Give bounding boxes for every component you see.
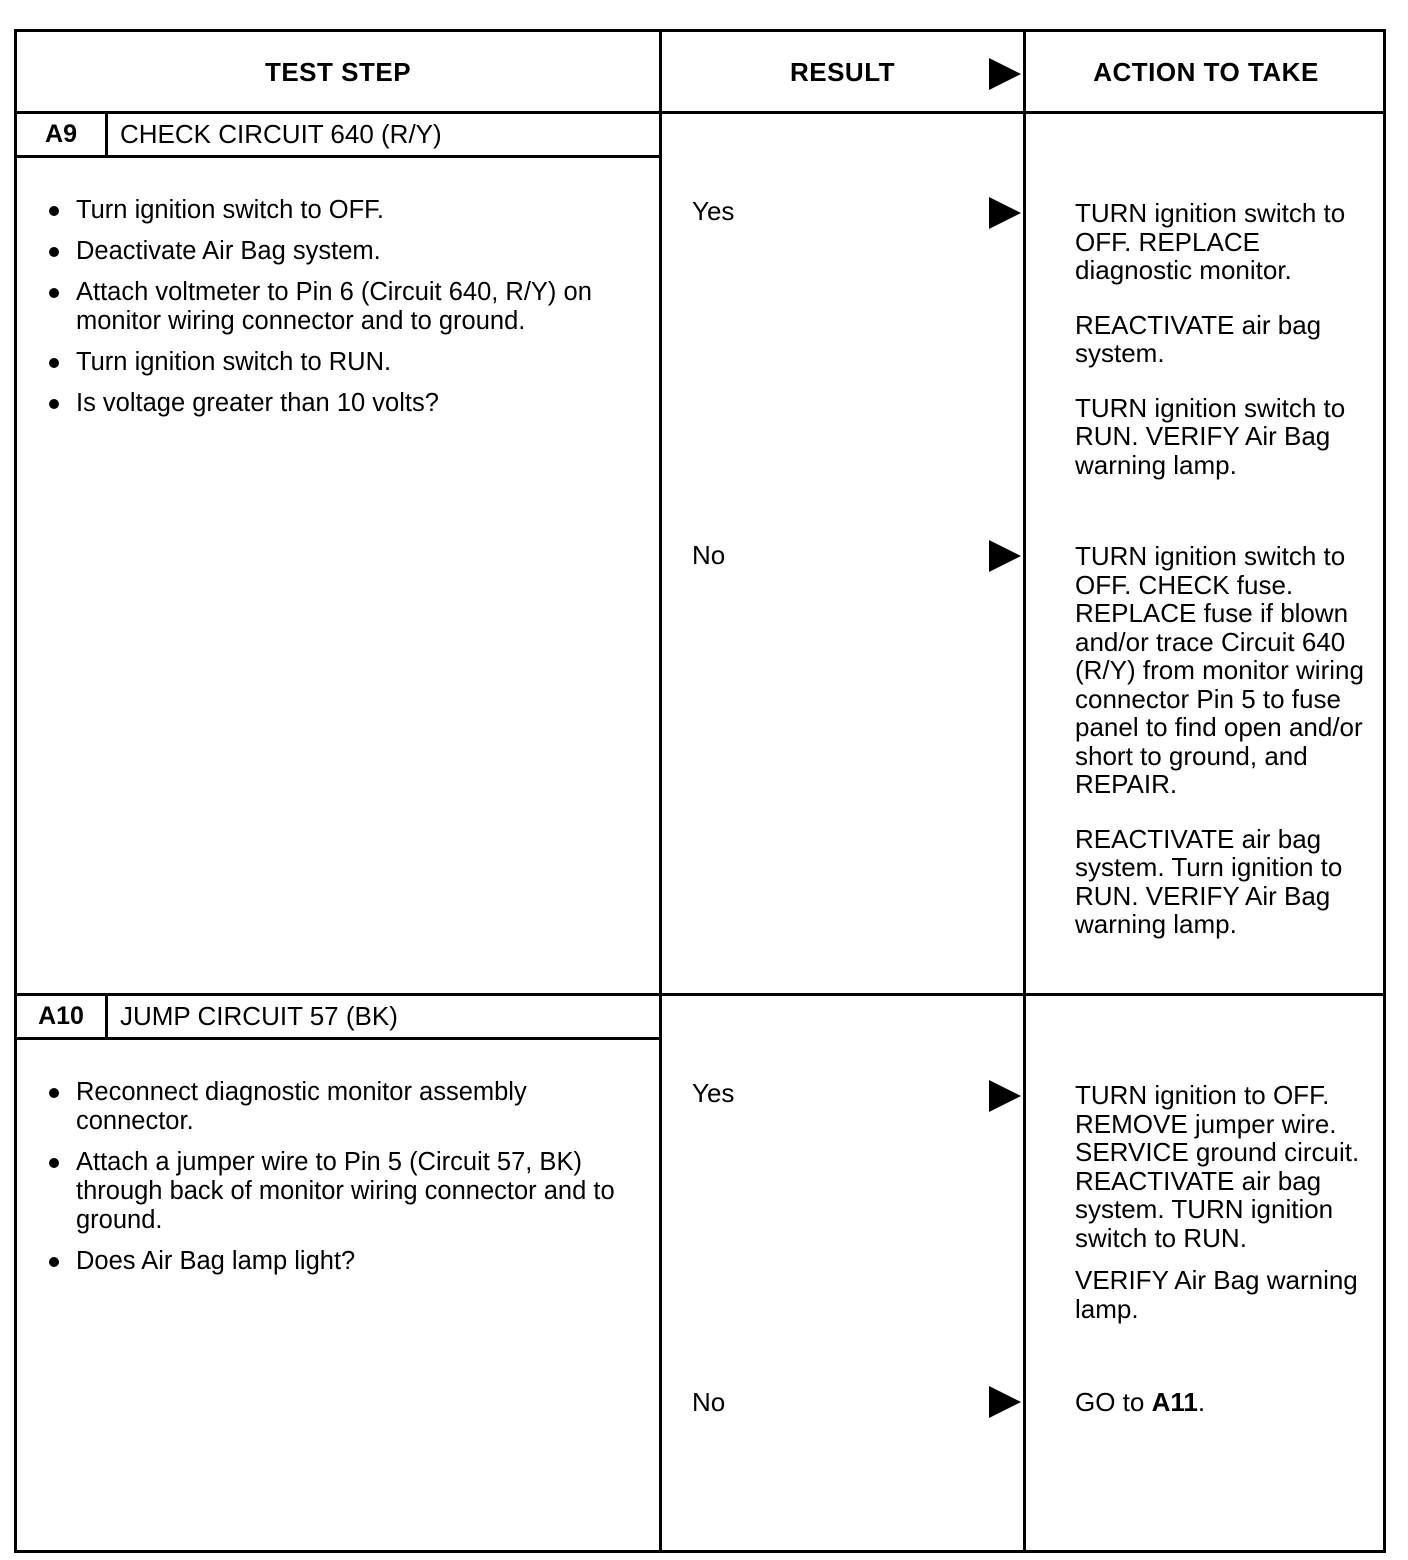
result-arrow-icon [989, 1080, 1021, 1112]
bullet-icon [49, 247, 59, 257]
result-arrow-icon [989, 540, 1021, 572]
step-header-a9 [17, 114, 659, 158]
action-text: TURN ignition to OFF. REMOVE jumper wire. SERVICE ground circuit. REACTIVATE air bag system. TURN ignition switch to RUN. [1075, 1080, 1360, 1253]
header-action-label: ACTION TO TAKE [1093, 56, 1319, 87]
action-text: TURN ignition switch to OFF. CHECK fuse. REPLACE fuse if blown and/or trace Circuit 640 (R/Y) from monitor wiring connector Pin 5 to fuse panel to find open and/or short to ground, and REPAIR. [1075, 541, 1364, 799]
step-a9-instructions [45, 196, 645, 430]
instruction-item: Turn ignition switch to RUN. [45, 348, 645, 377]
header-action [1026, 32, 1386, 112]
column-divider [659, 32, 662, 1550]
header-result-label: RESULT [789, 56, 896, 87]
step-title: JUMP CIRCUIT 57 (BK) [120, 1001, 398, 1031]
bullet-icon [49, 358, 59, 368]
header-test-step-label: TEST STEP [264, 56, 412, 87]
action-a10-no [1075, 1388, 1375, 1417]
step-id: A9 [17, 114, 108, 155]
action-a9-yes [1075, 199, 1375, 505]
result-no: No [692, 1387, 726, 1417]
header-arrow-icon [989, 58, 1021, 90]
action-text: GO to [1075, 1387, 1152, 1417]
instruction-item: Reconnect diagnostic monitor assembly connector. [45, 1078, 645, 1136]
action-text: REACTIVATE air bag system. [1075, 309, 1322, 368]
step-header-a10 [17, 996, 659, 1040]
result-yes: Yes [692, 1078, 735, 1108]
bullet-icon [49, 1257, 59, 1267]
column-divider [1023, 32, 1026, 1550]
instruction-item: Does Air Bag lamp light? [45, 1247, 645, 1276]
bullet-icon [49, 1158, 59, 1168]
step-a10-instructions [45, 1078, 645, 1288]
instruction-item: Attach a jumper wire to Pin 5 (Circuit 57, BK) through back of monitor wiring connector and to ground. [45, 1148, 645, 1235]
result-arrow-icon [989, 197, 1021, 229]
instruction-item: Deactivate Air Bag system. [45, 237, 645, 266]
action-text: . [1197, 1387, 1206, 1417]
diagnostic-table [14, 29, 1386, 1553]
header-test-step [17, 32, 659, 112]
bullet-icon [49, 288, 59, 298]
bullet-icon [49, 206, 59, 216]
bullet-icon [49, 399, 59, 409]
action-text: VERIFY Air Bag warning lamp. [1075, 1265, 1358, 1324]
step-id: A10 [17, 996, 108, 1037]
result-arrow-icon [989, 1386, 1021, 1418]
action-text: REACTIVATE air bag system. Turn ignition to RUN. VERIFY Air Bag warning lamp. [1075, 823, 1343, 939]
result-no: No [692, 540, 726, 570]
action-a9-no [1075, 542, 1375, 965]
header-result [662, 32, 1023, 112]
instruction-item: Turn ignition switch to OFF. [45, 196, 645, 225]
bullet-icon [49, 1088, 59, 1098]
action-a10-yes [1075, 1081, 1375, 1349]
step-title: CHECK CIRCUIT 640 (R/Y) [120, 119, 442, 149]
instruction-item: Attach voltmeter to Pin 6 (Circuit 640, R/Y) on monitor wiring connector and to ground. [45, 278, 645, 336]
step-reference: A11 [1151, 1387, 1198, 1417]
result-yes: Yes [692, 196, 735, 226]
action-text: TURN ignition switch to OFF. REPLACE diagnostic monitor. [1075, 198, 1346, 285]
instruction-item: Is voltage greater than 10 volts? [45, 389, 645, 418]
action-text: TURN ignition switch to RUN. VERIFY Air Bag warning lamp. [1075, 392, 1346, 480]
